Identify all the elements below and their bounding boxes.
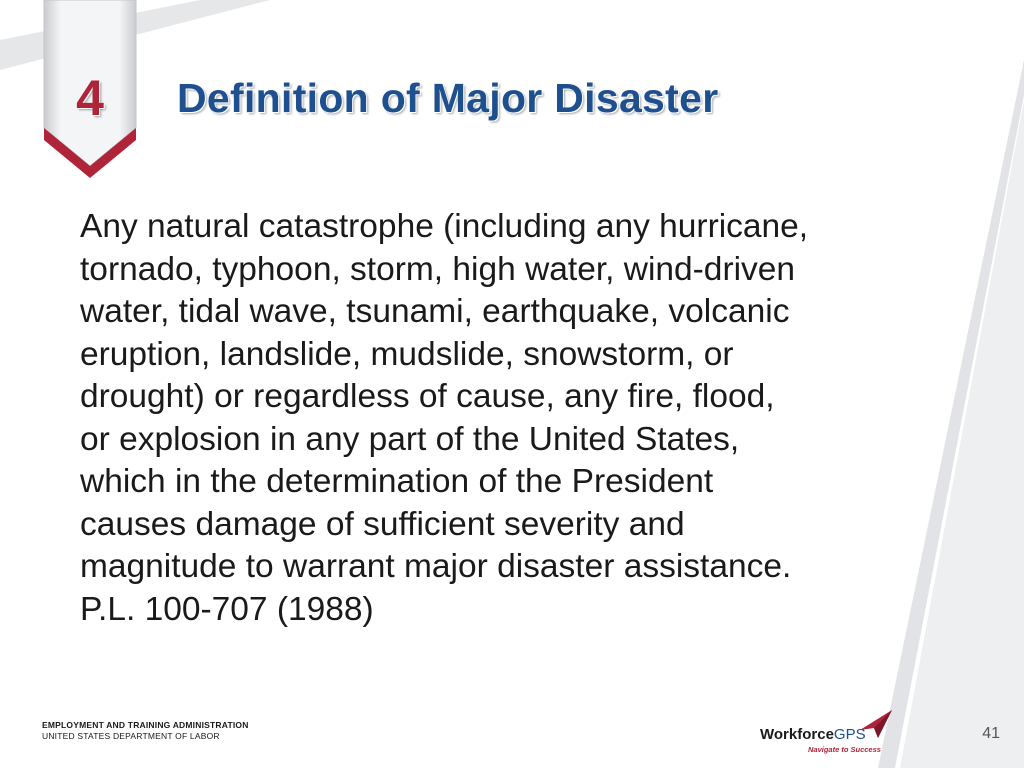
section-number: 4 bbox=[76, 70, 104, 126]
logo-tagline: Navigate to Success bbox=[808, 745, 881, 754]
body-line: tornado, typhoon, storm, high water, wind-driven bbox=[80, 250, 796, 288]
workforcegps-logo bbox=[760, 708, 900, 758]
slide-title: Definition of Major Disaster bbox=[177, 75, 719, 121]
body-line: causes damage of sufficient severity and bbox=[80, 505, 685, 543]
footer-department-name: UNITED STATES DEPARTMENT OF LABOR bbox=[42, 731, 220, 741]
definition-text bbox=[80, 206, 970, 631]
body-line: Any natural catastrophe (including any hurricane, bbox=[80, 208, 809, 245]
body-line: drought) or regardless of cause, any fire, flood, bbox=[80, 378, 775, 415]
body-line: or explosion in any part of the United States, bbox=[80, 420, 740, 458]
body-line: which in the determination of the President bbox=[80, 463, 714, 500]
logo-wordmark-gps: GPS bbox=[833, 726, 866, 743]
footer-organization bbox=[42, 720, 249, 742]
body-line: magnitude to warrant major disaster assistance. bbox=[80, 548, 792, 585]
citation-line: P.L. 100-707 (1988) bbox=[80, 590, 374, 628]
body-line: eruption, landslide, mudslide, snowstorm, or bbox=[80, 335, 734, 373]
logo-wordmark bbox=[760, 726, 866, 744]
logo-wordmark-workforce: Workforce bbox=[760, 726, 834, 743]
body-line: water, tidal wave, tsunami, earthquake, volcanic bbox=[80, 293, 790, 330]
page-number: 41 bbox=[982, 725, 1000, 742]
footer-org-name: EMPLOYMENT AND TRAINING ADMINISTRATION bbox=[42, 720, 249, 730]
